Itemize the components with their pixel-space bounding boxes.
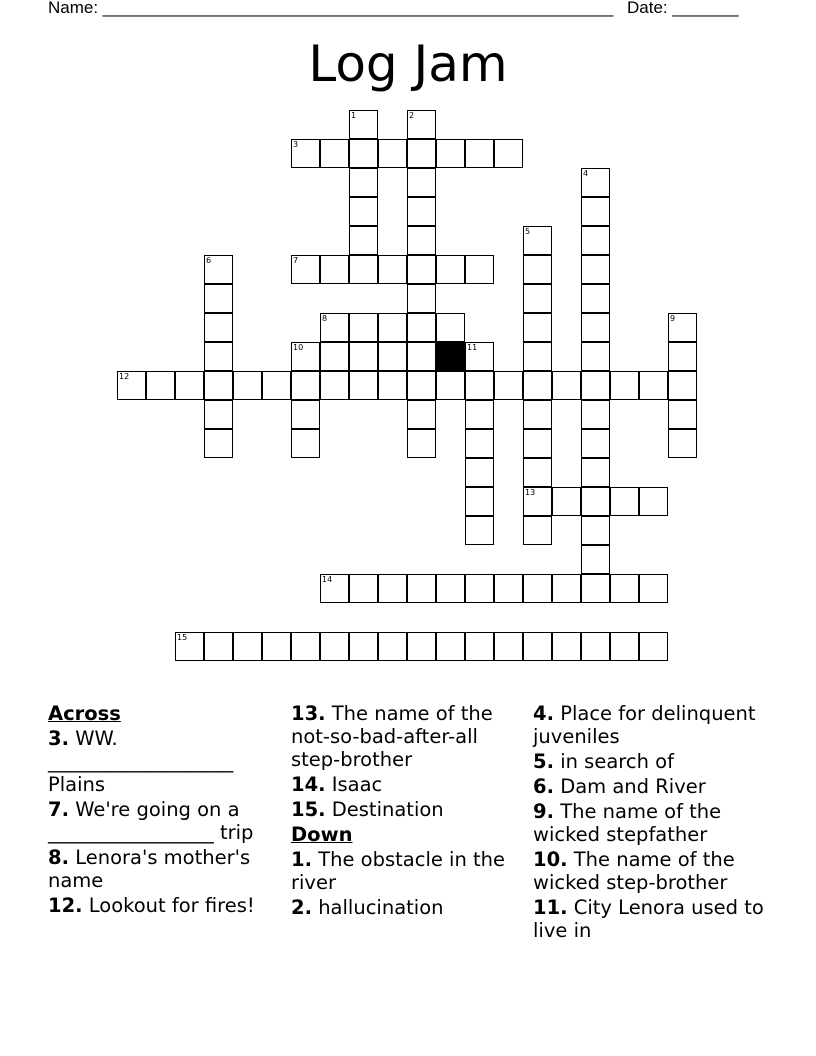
grid-cell[interactable] xyxy=(407,313,436,342)
grid-cell[interactable] xyxy=(204,313,233,342)
clue-down-9 xyxy=(533,800,773,846)
grid-cell[interactable] xyxy=(494,632,523,661)
grid-cell[interactable] xyxy=(552,574,581,603)
grid-cell[interactable] xyxy=(204,371,233,400)
grid-cell[interactable] xyxy=(465,516,494,545)
down-heading: Down xyxy=(291,823,353,846)
grid-cell[interactable] xyxy=(465,342,494,371)
grid-cell[interactable] xyxy=(494,139,523,168)
clue-down-6 xyxy=(533,775,773,798)
grid-cell[interactable] xyxy=(291,371,320,400)
grid-cell[interactable] xyxy=(465,371,494,400)
grid-cell[interactable] xyxy=(320,632,349,661)
name-field-label: Name: ______________________________________________________ xyxy=(48,0,614,17)
grid-cell[interactable] xyxy=(523,226,552,255)
grid-cell[interactable] xyxy=(668,429,697,458)
grid-cell[interactable] xyxy=(349,371,378,400)
clue-text: Lookout for fires! xyxy=(88,894,255,917)
grid-cell[interactable] xyxy=(320,342,349,371)
grid-cell[interactable] xyxy=(581,545,610,574)
grid-cell[interactable] xyxy=(668,371,697,400)
grid-cell[interactable] xyxy=(349,197,378,226)
grid-cell[interactable] xyxy=(378,342,407,371)
grid-cell[interactable] xyxy=(668,342,697,371)
grid-cell[interactable] xyxy=(668,313,697,342)
clue-text: The name of the wicked stepfather xyxy=(533,800,722,846)
grid-cell[interactable] xyxy=(407,110,436,139)
grid-cell[interactable] xyxy=(465,458,494,487)
grid-cell[interactable] xyxy=(581,400,610,429)
grid-cell[interactable] xyxy=(465,487,494,516)
grid-cell[interactable] xyxy=(523,458,552,487)
clue-across-7 xyxy=(48,798,288,844)
clue-across-8 xyxy=(48,846,288,892)
grid-cell[interactable] xyxy=(262,371,291,400)
clue-text: We're going on a _________________ trip xyxy=(48,798,254,844)
grid-cell[interactable] xyxy=(523,255,552,284)
grid-cell[interactable] xyxy=(465,139,494,168)
grid-cell[interactable] xyxy=(494,574,523,603)
grid-cell[interactable] xyxy=(175,371,204,400)
clue-text: The name of the wicked step-brother xyxy=(533,848,735,894)
clue-number-label: 13 xyxy=(525,488,536,497)
grid-cell[interactable] xyxy=(465,574,494,603)
clue-number: 15. xyxy=(291,798,326,821)
grid-cell[interactable] xyxy=(668,400,697,429)
clue-number-label: 4 xyxy=(583,169,589,178)
grid-cell[interactable] xyxy=(378,255,407,284)
grid-cell[interactable] xyxy=(581,168,610,197)
grid-cell[interactable] xyxy=(349,139,378,168)
grid-cell[interactable] xyxy=(523,516,552,545)
clue-text: Lenora's mother's name xyxy=(48,846,251,892)
grid-cell[interactable] xyxy=(349,342,378,371)
grid-cell[interactable] xyxy=(610,371,639,400)
clue-number: 5. xyxy=(533,750,554,773)
clue-number-label: 9 xyxy=(670,314,676,323)
clue-text: Destination xyxy=(331,798,444,821)
grid-cell[interactable] xyxy=(204,284,233,313)
grid-cell[interactable] xyxy=(378,632,407,661)
grid-cell[interactable] xyxy=(262,632,291,661)
puzzle-title: Log Jam xyxy=(308,35,508,93)
clue-down-4 xyxy=(533,702,773,748)
grid-cell[interactable] xyxy=(436,632,465,661)
grid-cell[interactable] xyxy=(407,255,436,284)
clue-across-14 xyxy=(291,773,531,796)
grid-cell[interactable] xyxy=(581,429,610,458)
clue-number: 12. xyxy=(48,894,83,917)
grid-cell[interactable] xyxy=(233,632,262,661)
grid-cell[interactable] xyxy=(320,371,349,400)
grid-cell[interactable] xyxy=(407,197,436,226)
clue-number-label: 10 xyxy=(293,343,304,352)
grid-cell[interactable] xyxy=(436,371,465,400)
grid-cell[interactable] xyxy=(639,371,668,400)
clue-across-12 xyxy=(48,894,288,917)
grid-cell[interactable] xyxy=(204,429,233,458)
grid-cell[interactable] xyxy=(523,487,552,516)
grid-cell[interactable] xyxy=(407,139,436,168)
clue-number-label: 7 xyxy=(293,256,299,265)
clue-text: The name of the not-so-bad-after-all step-brother xyxy=(291,702,493,771)
grid-cell[interactable] xyxy=(291,139,320,168)
grid-cell[interactable] xyxy=(320,255,349,284)
grid-cell[interactable] xyxy=(378,139,407,168)
clue-number-label: 12 xyxy=(119,372,130,381)
grid-cell[interactable] xyxy=(639,487,668,516)
clue-number: 6. xyxy=(533,775,554,798)
grid-cell[interactable] xyxy=(581,516,610,545)
grid-cell[interactable] xyxy=(407,226,436,255)
grid-cell[interactable] xyxy=(204,255,233,284)
grid-cell[interactable] xyxy=(378,371,407,400)
grid-cell[interactable] xyxy=(117,371,146,400)
grid-cell[interactable] xyxy=(349,168,378,197)
grid-cell[interactable] xyxy=(320,313,349,342)
clue-number: 10. xyxy=(533,848,568,871)
grid-cell[interactable] xyxy=(436,255,465,284)
black-square xyxy=(436,342,465,371)
grid-cell[interactable] xyxy=(407,632,436,661)
grid-cell[interactable] xyxy=(581,197,610,226)
grid-cell[interactable] xyxy=(581,487,610,516)
grid-cell[interactable] xyxy=(552,371,581,400)
clue-text: Dam and River xyxy=(560,775,706,798)
clue-number-label: 11 xyxy=(467,343,478,352)
grid-cell[interactable] xyxy=(552,487,581,516)
grid-cell[interactable] xyxy=(291,255,320,284)
clue-down-5 xyxy=(533,750,773,773)
grid-cell[interactable] xyxy=(581,574,610,603)
grid-cell[interactable] xyxy=(204,400,233,429)
grid-cell[interactable] xyxy=(610,487,639,516)
clue-text: Place for delinquent juveniles xyxy=(533,702,756,748)
grid-cell[interactable] xyxy=(465,400,494,429)
grid-cell[interactable] xyxy=(320,574,349,603)
grid-cell[interactable] xyxy=(349,110,378,139)
grid-cell[interactable] xyxy=(407,574,436,603)
clue-number-label: 14 xyxy=(322,575,333,584)
grid-cell[interactable] xyxy=(349,226,378,255)
clue-across-3 xyxy=(48,727,288,796)
grid-cell[interactable] xyxy=(552,632,581,661)
grid-cell[interactable] xyxy=(349,313,378,342)
grid-cell[interactable] xyxy=(581,226,610,255)
clue-across-13 xyxy=(291,702,531,771)
grid-cell[interactable] xyxy=(436,139,465,168)
grid-cell[interactable] xyxy=(407,342,436,371)
clue-text: WW. ___________________ Plains xyxy=(48,727,234,796)
date-field-label: Date: _______ xyxy=(627,0,739,17)
grid-cell[interactable] xyxy=(378,313,407,342)
grid-cell[interactable] xyxy=(581,342,610,371)
clue-number-label: 6 xyxy=(206,256,212,265)
grid-cell[interactable] xyxy=(436,313,465,342)
grid-cell[interactable] xyxy=(291,429,320,458)
clue-number: 2. xyxy=(291,896,312,919)
grid-cell[interactable] xyxy=(581,284,610,313)
clue-number: 7. xyxy=(48,798,69,821)
grid-cell[interactable] xyxy=(407,168,436,197)
grid-cell[interactable] xyxy=(523,342,552,371)
clue-down-10 xyxy=(533,848,773,894)
grid-cell[interactable] xyxy=(639,632,668,661)
clue-number: 1. xyxy=(291,848,312,871)
grid-cell[interactable] xyxy=(581,255,610,284)
grid-cell[interactable] xyxy=(436,574,465,603)
grid-cell[interactable] xyxy=(407,284,436,313)
grid-cell[interactable] xyxy=(233,371,262,400)
grid-cell[interactable] xyxy=(523,284,552,313)
grid-cell[interactable] xyxy=(320,139,349,168)
grid-cell[interactable] xyxy=(523,400,552,429)
grid-cell[interactable] xyxy=(349,632,378,661)
clue-column-2 xyxy=(291,702,531,921)
clue-number-label: 3 xyxy=(293,140,299,149)
clue-column-3 xyxy=(533,702,773,944)
grid-cell[interactable] xyxy=(581,632,610,661)
grid-cell[interactable] xyxy=(523,632,552,661)
clue-down-1 xyxy=(291,848,531,894)
grid-cell[interactable] xyxy=(581,313,610,342)
grid-cell[interactable] xyxy=(465,255,494,284)
grid-cell[interactable] xyxy=(407,429,436,458)
grid-cell[interactable] xyxy=(581,371,610,400)
grid-cell[interactable] xyxy=(349,255,378,284)
clue-text: City Lenora used to live in xyxy=(533,896,764,942)
clue-number: 3. xyxy=(48,727,69,750)
grid-cell[interactable] xyxy=(465,632,494,661)
grid-cell[interactable] xyxy=(349,574,378,603)
grid-cell[interactable] xyxy=(523,574,552,603)
clue-text: in search of xyxy=(560,750,674,773)
clue-number: 13. xyxy=(291,702,326,725)
grid-cell[interactable] xyxy=(581,458,610,487)
clue-across-15 xyxy=(291,798,531,821)
clue-number-label: 2 xyxy=(409,111,415,120)
clue-down-11 xyxy=(533,896,773,942)
grid-cell[interactable] xyxy=(291,632,320,661)
grid-cell[interactable] xyxy=(610,632,639,661)
grid-cell[interactable] xyxy=(523,371,552,400)
clue-text: hallucination xyxy=(318,896,444,919)
grid-cell[interactable] xyxy=(291,400,320,429)
grid-cell[interactable] xyxy=(378,574,407,603)
grid-cell[interactable] xyxy=(146,371,175,400)
grid-cell[interactable] xyxy=(610,574,639,603)
clue-number-label: 8 xyxy=(322,314,328,323)
grid-cell[interactable] xyxy=(523,313,552,342)
grid-cell[interactable] xyxy=(494,371,523,400)
grid-cell[interactable] xyxy=(465,429,494,458)
grid-cell[interactable] xyxy=(639,574,668,603)
clue-down-2 xyxy=(291,896,531,919)
grid-cell[interactable] xyxy=(204,342,233,371)
across-heading: Across xyxy=(48,702,121,725)
clue-text: The obstacle in the river xyxy=(291,848,506,894)
clue-number-label: 15 xyxy=(177,633,188,642)
grid-cell[interactable] xyxy=(204,632,233,661)
clue-text: Isaac xyxy=(331,773,383,796)
grid-cell[interactable] xyxy=(175,632,204,661)
grid-cell[interactable] xyxy=(291,342,320,371)
clue-number-label: 5 xyxy=(525,227,531,236)
clue-number: 4. xyxy=(533,702,554,725)
grid-cell[interactable] xyxy=(407,400,436,429)
clue-number: 11. xyxy=(533,896,568,919)
clue-number-label: 1 xyxy=(351,111,357,120)
grid-cell[interactable] xyxy=(407,371,436,400)
grid-cell[interactable] xyxy=(523,429,552,458)
clue-number: 9. xyxy=(533,800,554,823)
clue-number: 14. xyxy=(291,773,326,796)
clue-column-1 xyxy=(48,702,288,919)
clue-number: 8. xyxy=(48,846,69,869)
